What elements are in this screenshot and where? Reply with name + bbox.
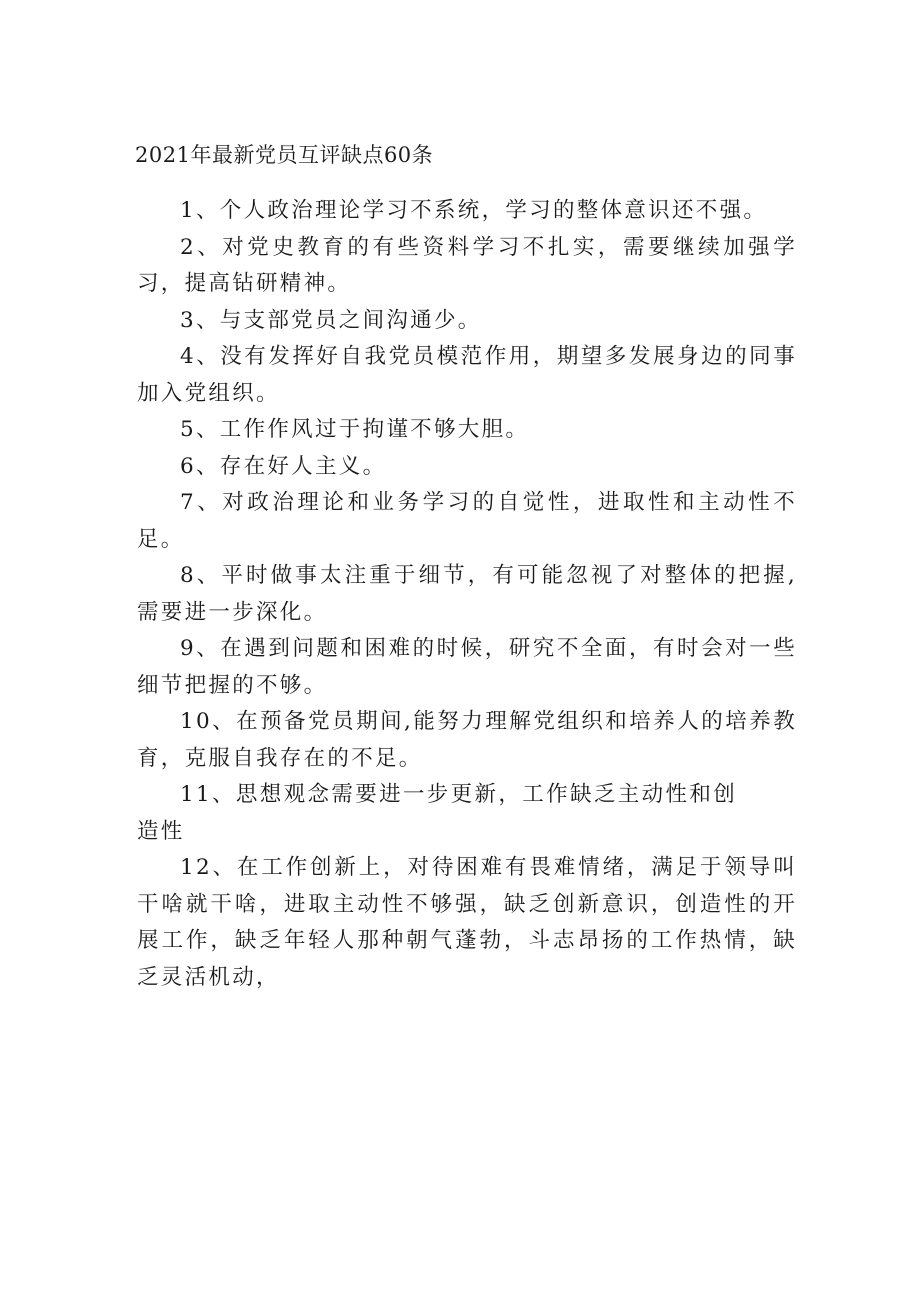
document-body	[137, 193, 797, 996]
list-item: 10、在预备党员期间,能努力理解党组织和培养人的培养教育，克服自我存在的不足。	[137, 709, 797, 771]
list-item: 7、对政治理论和业务学习的自觉性，进取性和主动性不足。	[137, 490, 797, 552]
document-title: 2021年最新党员互评缺点60条	[135, 143, 434, 167]
list-item: 8、平时做事太注重于细节，有可能忽视了对整体的把握,需要进一步深化。	[137, 563, 797, 625]
list-item: 9、在遇到问题和困难的时候，研究不全面，有时会对一些细节把握的不够。	[137, 636, 797, 698]
list-item: 1、个人政治理论学习不系统，学习的整体意识还不强。	[180, 198, 768, 223]
list-item: 3、与支部党员之间沟通少。	[180, 307, 482, 333]
list-item: 5、工作作风过于拘谨不够大胆。	[180, 417, 530, 442]
list-item: 4、没有发挥好自我党员模范作用，期望多发展身边的同事加入党组织。	[137, 344, 797, 406]
list-item: 11、思想观念需要进一步更新，工作缺乏主动性和创造性	[137, 782, 737, 844]
list-item: 6、存在好人主义。	[180, 453, 387, 479]
list-item: 12、在工作创新上，对待困难有畏难情绪，满足于领导叫干啥就干啥，进取主动性不够强，缺乏创新意识，创造性的开展工作，缺乏年轻人那种朝气蓬勃，斗志昂扬的工作热情，缺乏灵活机动，	[137, 855, 797, 990]
list-item: 2、对党史教育的有些资料学习不扎实，需要继续加强学习，提高钻研精神。	[137, 234, 797, 296]
